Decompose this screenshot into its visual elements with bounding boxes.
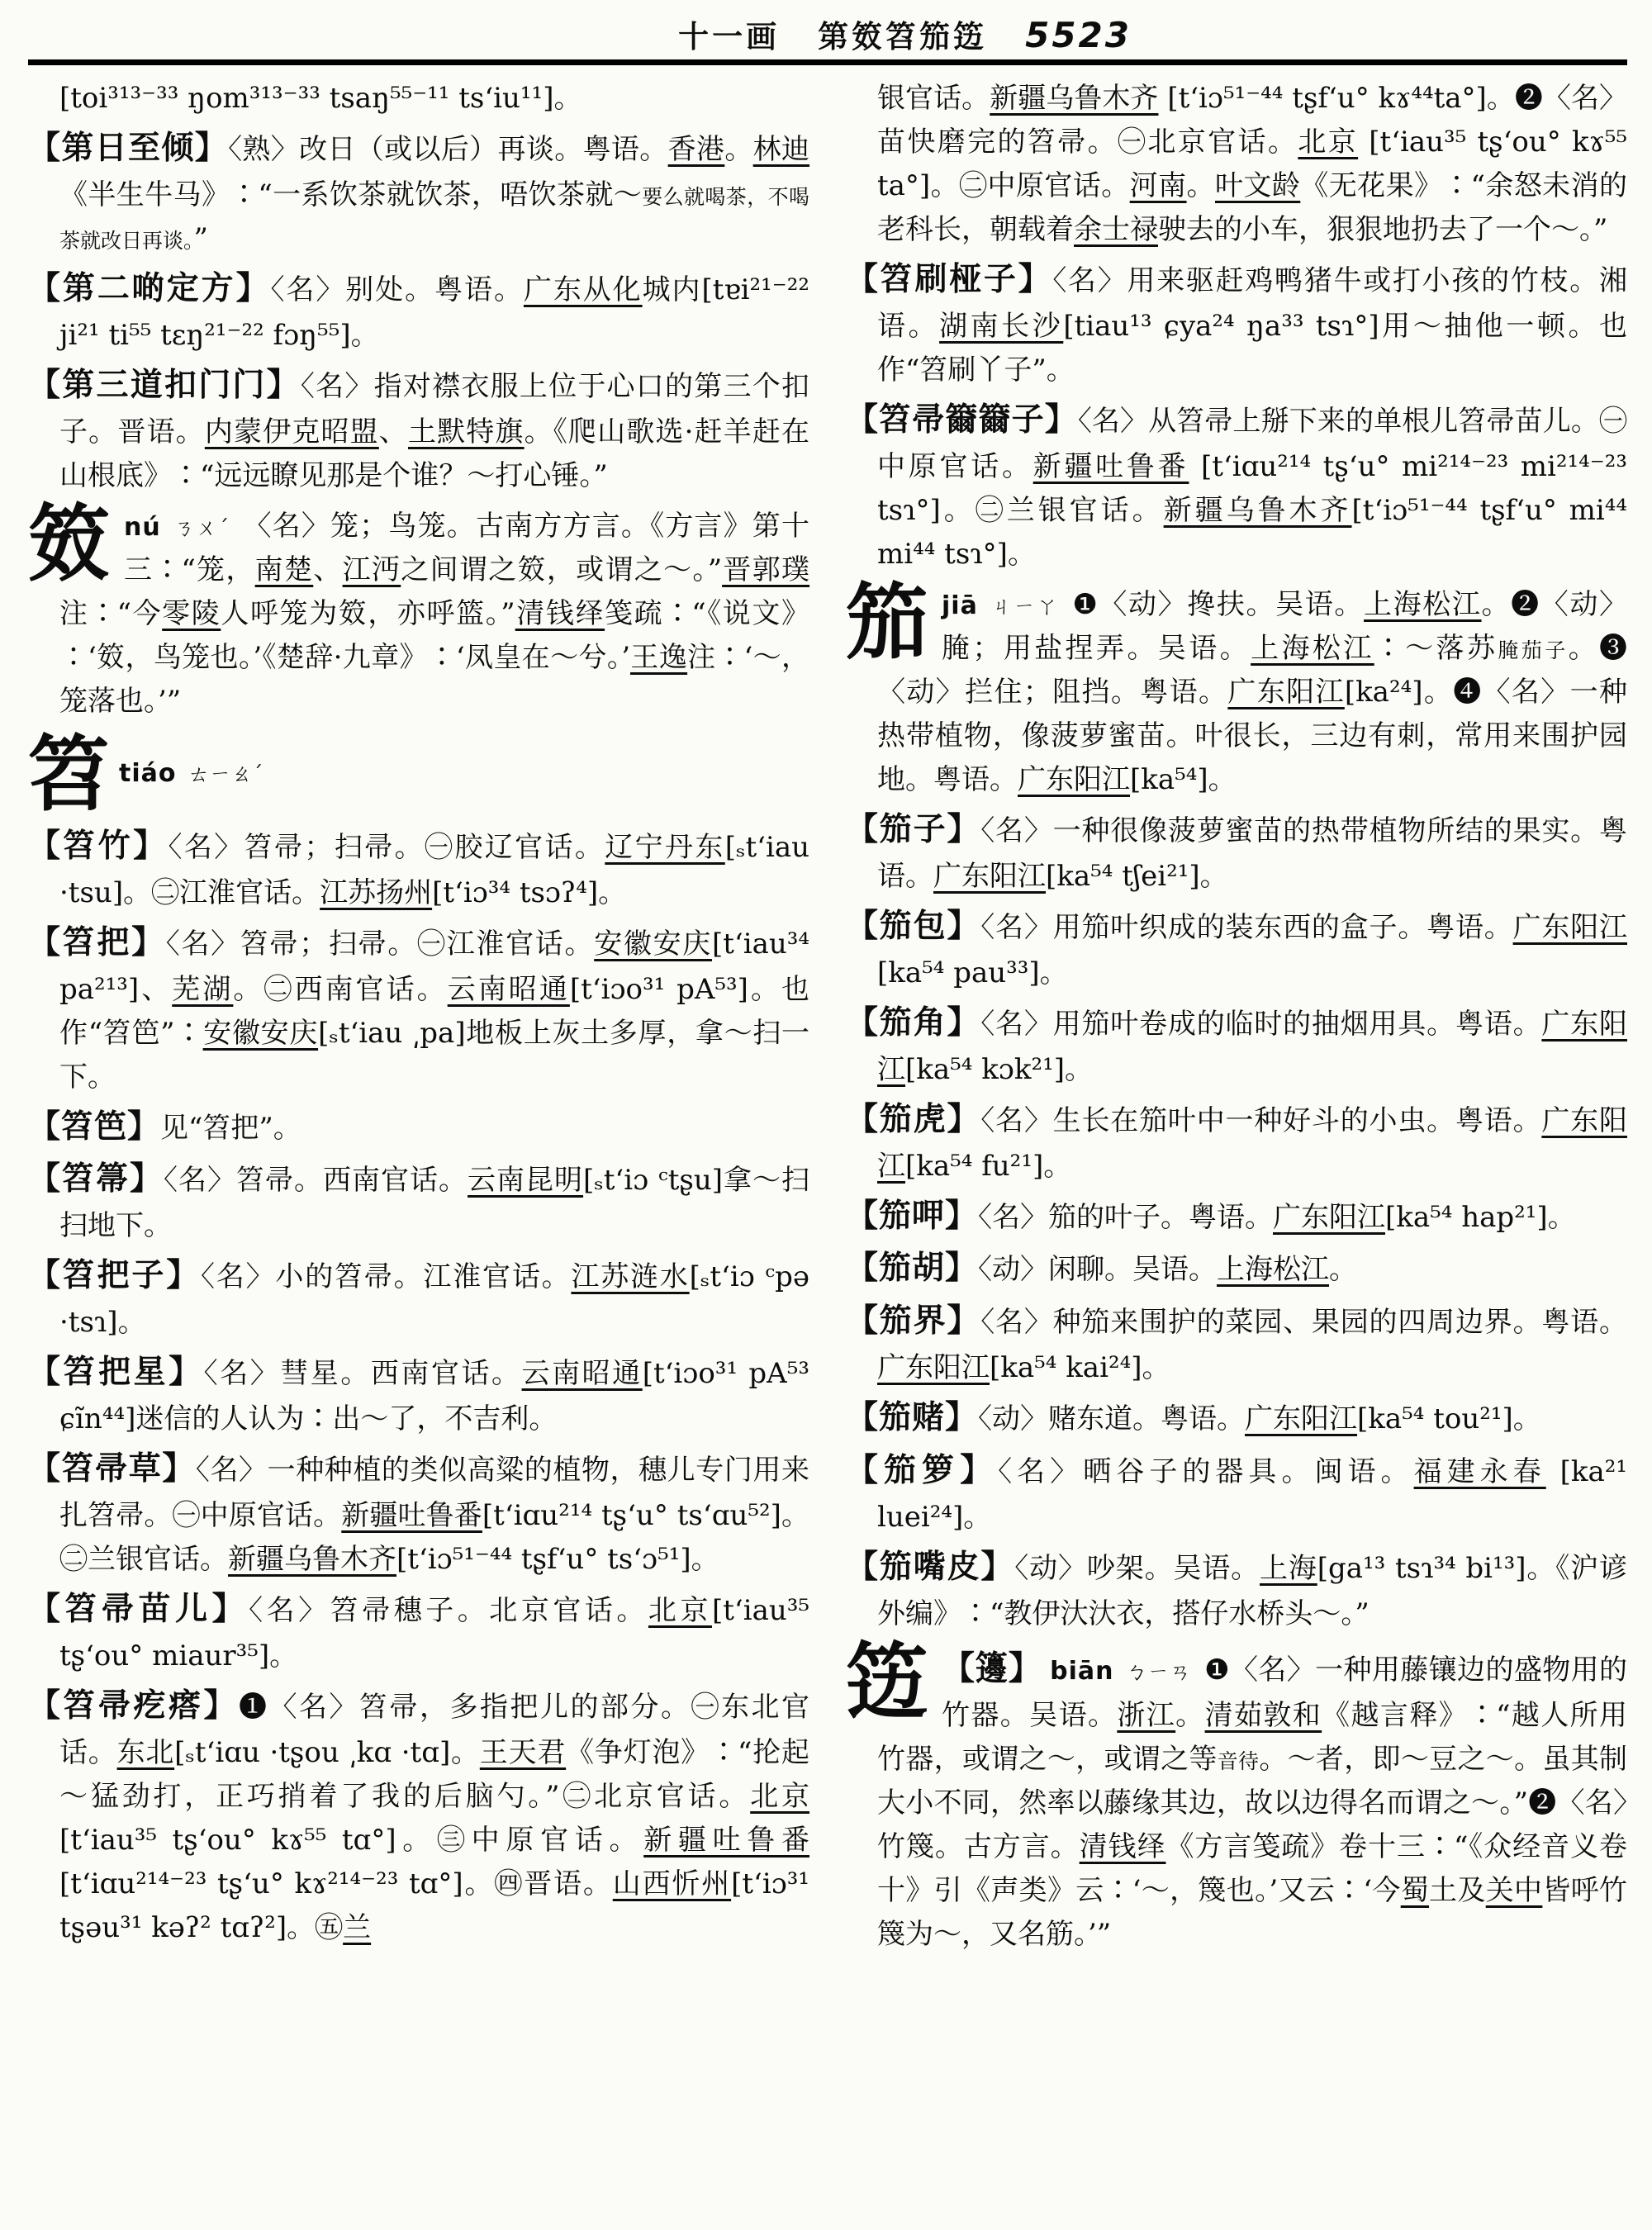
entry-headword: 【笤帚疙瘩】 (28, 1686, 239, 1725)
text-columns (28, 77, 1627, 1959)
entry-headword: 【第日至倾】 (28, 129, 229, 168)
head-character: 笾 (846, 1632, 928, 1730)
dictionary-entry: 【笳虎】〈名〉生长在笳叶中一种好斗的小虫。粤语。广东阳江[ka⁵⁴ fu²¹]。 (846, 1099, 1627, 1183)
entry-headword: 【笳角】 (846, 1003, 981, 1041)
proper-noun: 东北 (116, 1735, 175, 1769)
proper-noun: 新疆乌鲁木齐 (990, 82, 1159, 115)
proper-noun: 清钱绎 (515, 596, 605, 630)
entry-headword: 【笳嘴皮】 (846, 1547, 1015, 1586)
head-character-section (28, 724, 809, 823)
dictionary-entry: 【笤箒】〈名〉笤帚。西南官话。云南昆明[ₛt‘iɔ ᶜtʂu]拿～扫扫地下。 (28, 1160, 810, 1243)
traditional-form: 【籩】 (942, 1648, 1042, 1687)
head-character: 笳 (846, 572, 928, 671)
dictionary-entry: 【笳界】〈名〉种笳来围护的菜园、果园的四周边界。粤语。广东阳江[ka⁵⁴ kai²⁴]。 (846, 1302, 1627, 1385)
dictionary-entry: 【笳嘴皮】〈动〉吵架。吴语。上海[ga¹³ tsɿ³⁴ bi¹³]。《沪谚外编》∶“教伊汏汏衣，搭仔水桥头～。” (846, 1547, 1627, 1630)
continuation-paragraph: [toi³¹³⁻³³ ŋom³¹³⁻³³ tsaŋ⁵⁵⁻¹¹ ts‘iu¹¹]。 (59, 82, 582, 115)
proper-noun: 清茹敦和 (1204, 1698, 1322, 1732)
entry-headword: 【笳子】 (846, 810, 981, 849)
pinyin-reading: tiáo (119, 758, 177, 788)
entry-headword: 【笤帚草】 (28, 1450, 196, 1488)
proper-noun: 云南昆明 (468, 1164, 584, 1198)
proper-noun: 新疆吐鲁番 (1032, 449, 1189, 483)
proper-noun: 江沔 (342, 553, 401, 586)
proper-noun: 湖南长沙 (939, 309, 1064, 343)
proper-noun: 广东阳江 (933, 859, 1046, 893)
header-rule (28, 59, 1627, 65)
proper-noun: 林迪 (752, 133, 810, 167)
small-print-gloss: 要么就喝茶，不喝茶就改日再谈。 (59, 184, 809, 253)
proper-noun: 浙江 (1117, 1698, 1176, 1732)
entry-headword: 【笤笆】 (28, 1107, 161, 1146)
entry-headword: 【笳赌】 (846, 1398, 979, 1437)
dictionary-entry: 【笳子】〈名〉一种很像菠萝蜜苗的热带植物所结的果实。粤语。广东阳江[ka⁵⁴ tʃei²¹]。 (846, 810, 1627, 893)
proper-noun: 晋郭璞 (722, 553, 810, 586)
pinyin-reading: nú (124, 512, 161, 542)
proper-noun: 北京 (1298, 126, 1359, 159)
entry-headword: 【笤把】 (28, 923, 166, 961)
proper-noun: 广东阳江 (877, 1103, 1627, 1183)
dictionary-entry: 【第日至倾】〈熟〉改日（或以后）再谈。粤语。香港。林迪《半生牛马》∶“一系饮茶就饮茶，唔饮茶就～要么就喝茶，不喝茶就改日再谈。” (28, 129, 810, 255)
entry-headword: 【第三道扣门门】 (28, 365, 301, 404)
proper-noun: 零陵 (162, 596, 221, 630)
proper-noun: 广东阳江 (1018, 763, 1130, 797)
proper-noun: 兰 (343, 1910, 372, 1944)
proper-noun: 山西忻州 (612, 1867, 732, 1900)
dictionary-entry: 【笤把子】〈名〉小的笤帚。江淮官话。江苏涟水[ₛt‘iɔ ᶜpə ·tsɿ]。 (28, 1256, 809, 1340)
proper-noun: 芜湖 (172, 972, 234, 1006)
column-right (846, 77, 1627, 1959)
proper-noun: 北京 (750, 1779, 810, 1813)
proper-noun: 江苏涟水 (571, 1260, 690, 1294)
proper-noun: 安徽安庆 (594, 927, 712, 961)
proper-noun: 清钱绎 (1079, 1830, 1166, 1864)
proper-noun: 王天君 (479, 1735, 567, 1769)
proper-noun: 蜀 (1400, 1874, 1430, 1908)
entry-headword: 【笳箩】 (846, 1450, 999, 1489)
proper-noun: 关中 (1485, 1874, 1543, 1908)
entry-headword: 【笤帚籋籋子】 (846, 401, 1078, 439)
zhuyin-reading: ㄋㄨˊ (172, 515, 230, 541)
section-label: 十一画 (678, 18, 781, 55)
dictionary-entry: 【笳胡】〈动〉闲聊。吴语。上海松江。 (846, 1249, 1358, 1288)
zhuyin-reading: ㄅㄧㄢ (1125, 1659, 1192, 1685)
proper-noun: 新疆乌鲁木齐 (228, 1542, 396, 1576)
entry-headword: 【笤把星】 (28, 1353, 204, 1392)
column-left (28, 77, 809, 1959)
proper-noun: 香港 (667, 133, 725, 167)
proper-noun: 河南 (1129, 169, 1187, 203)
proper-noun: 广东阳江 (1273, 1200, 1386, 1234)
dictionary-entry: 【笳赌】〈动〉赌东道。粤语。广东阳江[ka⁵⁴ tou²¹]。 (846, 1398, 1541, 1437)
proper-noun: 上海松江 (1217, 1253, 1330, 1287)
entry-headword: 【笤竹】 (28, 826, 169, 865)
proper-noun: 广东从化 (523, 273, 643, 306)
proper-noun: 内蒙伊克昭盟 (204, 415, 379, 448)
entry-headword: 【笳呷】 (846, 1196, 979, 1235)
entry-headword: 【笤帚苗儿】 (28, 1589, 249, 1628)
proper-noun: 云南昭通 (521, 1357, 643, 1391)
proper-noun: 云南昭通 (447, 972, 570, 1006)
proper-noun: 叶文龄 (1214, 169, 1301, 203)
head-character-section: 笳jiā ㄐㄧㄚ ❶〈动〉搀扶。吴语。上海松江。❷〈动〉腌；用盐捏弄。吴语。上海松江∶～落苏腌茄子。❸〈动〉拦住；阻挡。粤语。广东阳江[ka²⁴]。❹〈名〉一种热带植物，像菠萝蜜苗。叶很长，三边有刺，常用来围护园地。粤语。广东阳江[ka⁵⁴]。 (846, 572, 1628, 797)
proper-noun: 余士禄 (1074, 213, 1158, 247)
proper-noun: 土默特旗 (407, 415, 525, 448)
proper-noun: 上海松江 (1364, 587, 1482, 621)
head-character: 笤 (28, 724, 111, 823)
entry-headword: 【笤箒】 (28, 1160, 164, 1198)
small-print-gloss: 音待 (1217, 1749, 1260, 1774)
dictionary-entry: 【笳箩】〈名〉晒谷子的器具。闽语。福建永春 [ka²¹ luei²⁴]。 (846, 1450, 1627, 1534)
page-header (28, 12, 1627, 55)
zhuyin-reading: ㄐㄧㄚ (989, 594, 1060, 619)
entry-headword: 【第二啲定方】 (28, 268, 271, 307)
header-char-range: 第笯笤笳笾 (818, 18, 988, 55)
entry-headword: 【笳界】 (846, 1302, 981, 1340)
proper-noun: 广东阳江 (1245, 1402, 1358, 1436)
dictionary-entry: 【第二啲定方】〈名〉别处。粤语。广东从化城内[tɐi²¹⁻²² ji²¹ ti⁵⁵ tɛŋ²¹⁻²² fɔŋ⁵⁵]。 (28, 268, 810, 352)
proper-noun: 南楚 (254, 553, 314, 586)
head-character: 笯 (28, 494, 111, 592)
dictionary-entry: 【笳角】〈名〉用笳叶卷成的临时的抽烟用具。粤语。广东阳江[ka⁵⁴ kɔk²¹]。 (846, 1003, 1627, 1086)
proper-noun: 广东阳江 (877, 1351, 990, 1385)
head-character-section: 笾 【籩】 biān ㄅㄧㄢ ❶〈名〉一种用藤镶边的盛物用的竹器。吴语。浙江。清茹敦和《越言释》∶“越人所用竹器，或谓之～，或谓之等音待。～者，即～豆之～。虽其制大小不同，然率以藤缘其边，故以边得名而谓之～。”❷〈名〉竹篾。古方言。清钱绎《方言笺疏》卷十三∶“《众经音义卷十》引《声类》云∶‘～，篾也。’又云∶‘今蜀土及关中皆呼竹篾为～，又名筋。’” (846, 1632, 1628, 1952)
head-character-section: 笯nú ㄋㄨˊ 〈名〉笼；鸟笼。古南方方言。《方言》第十三∶“笼，南楚、江沔之间谓之笯，或谓之～。”晋郭璞注∶“今零陵人呼笼为笯，亦呼篮。”清钱绎笺疏∶“《说文》∶‘笯，鸟笼也。’《楚辞·九章》∶‘凤皇在～兮。’王逸注∶‘～，笼落也。’” (28, 494, 810, 718)
zhuyin-reading: ㄊㄧㄠˊ (188, 762, 263, 787)
page-number: 5523 (1025, 15, 1132, 55)
proper-noun: 王逸 (630, 640, 688, 674)
proper-noun: 新疆吐鲁番 (643, 1823, 809, 1857)
dictionary-entry: 【笤帚苗儿】〈名〉笤帚穗子。北京官话。北京[t‘iau³⁵ tʂ‘ou° miaur³⁵]。 (28, 1589, 810, 1672)
pinyin-reading: biān (1050, 1656, 1114, 1686)
proper-noun: 广东阳江 (1512, 910, 1627, 944)
continuation-paragraph: 银官话。新疆乌鲁木齐 [t‘iɔ⁵¹⁻⁴⁴ tʂf‘u° kɤ⁴⁴ta°]。❷〈名〉苗快磨完的笤帚。㊀北京官话。北京 [t‘iau³⁵ tʂ‘ou° kɤ⁵⁵ ta°]。㊁中原官话。河南。叶文龄《无花果》∶“余怒未消的老科长，朝载着余士禄驶去的小车，狠狠地扔去了一个～。” (877, 82, 1628, 247)
dictionary-entry: 【笤帚疙瘩】❶〈名〉笤帚，多指把儿的部分。㊀东北官话。东北[ₛt‘iɑu ·tʂou ͵kɑ ·tɑ]。王天君《争灯泡》∶“抡起～猛劲打，正巧捎着了我的后脑勺。”㊁北京官话。北京[t‘iau³⁵ tʂ‘ou° kɤ⁵⁵ tɑ°]。㊂中原官话。新疆吐鲁番[t‘iɑu²¹⁴⁻²³ tʂ‘u° kɤ²¹⁴⁻²³ tɑ°]。㊃晋语。山西忻州[t‘iɔ³¹ tʂəu³¹ kəʔ² tɑʔ²]。㊄兰 (28, 1686, 810, 1944)
entry-headword: 【笳虎】 (846, 1099, 981, 1138)
dictionary-entry: 【笤笆】见“笤把”。 (28, 1107, 301, 1146)
entry-headword: 【笳包】 (846, 906, 981, 945)
dictionary-entry: 【第三道扣门门】〈名〉指对襟衣服上位于心口的第三个扣子。晋语。内蒙伊克昭盟、土默特旗。《爬山歌选·赶羊赶在山根底》∶“远远瞭见那是个谁？～打心锤。” (28, 365, 810, 492)
dictionary-entry: 【笤把】〈名〉笤帚；扫帚。㊀江淮官话。安徽安庆[t‘iau³⁴ pa²¹³]、芜湖。㊁西南官话。云南昭通[t‘iɔo³¹ pA⁵³]。也作“笤笆”∶安徽安庆[ₛt‘iau ͵pa]地板上灰土多厚，拿～扫一下。 (28, 923, 810, 1094)
proper-noun: 辽宁丹东 (605, 830, 725, 864)
proper-noun: 江苏扬州 (320, 875, 433, 909)
proper-noun: 安徽安庆 (202, 1016, 319, 1050)
entry-headword: 【笤刷桠子】 (846, 260, 1053, 299)
small-print-gloss: 腌茄子 (1498, 638, 1569, 662)
dictionary-entry: 【笤帚草】〈名〉一种种植的类似高粱的植物，穗儿专门用来扎笤帚。㊀中原官话。新疆吐鲁番[t‘iɑu²¹⁴ tʂ‘u° ts‘ɑu⁵²]。㊁兰银官话。新疆乌鲁木齐[t‘iɔ⁵¹⁻⁴⁴ tʂf‘u° ts‘ɔ⁵¹]。 (28, 1450, 810, 1576)
dictionary-entry: 【笤刷桠子】〈名〉用来驱赶鸡鸭猪牛或打小孩的竹枝。湘语。湖南长沙[tiau¹³ ɕya²⁴ ŋa³³ tsɿ°]用～抽他一顿。也作“笤刷丫子”。 (846, 260, 1627, 387)
proper-noun: 广东阳江 (1227, 676, 1345, 709)
proper-noun: 福建永春 (1413, 1454, 1546, 1488)
proper-noun: 上海 (1260, 1551, 1317, 1585)
proper-noun: 新疆乌鲁木齐 (1163, 493, 1352, 527)
dictionary-entry: 【笤竹】〈名〉笤帚；扫帚。㊀胶辽官话。辽宁丹东[ₛt‘iau ·tsu]。㊁江淮官话。江苏扬州[t‘iɔ³⁴ tsɔʔ⁴]。 (28, 826, 810, 909)
proper-noun: 广东阳江 (877, 1007, 1627, 1086)
dictionary-entry: 【笤把星】〈名〉彗星。西南官话。云南昭通[t‘iɔo³¹ pA⁵³ ɕĩn⁴⁴]迷信的人认为∶出～了，不吉利。 (28, 1353, 809, 1435)
proper-noun: 北京 (648, 1593, 712, 1627)
proper-noun: 上海松江 (1251, 631, 1374, 665)
entry-headword: 【笳胡】 (846, 1249, 979, 1288)
pinyin-reading: jiā (942, 591, 978, 620)
dictionary-entry: 【笳呷】〈名〉笳的叶子。粤语。广东阳江[ka⁵⁴ hap²¹]。 (846, 1196, 1576, 1235)
dictionary-entry: 【笳包】〈名〉用笳叶织成的装东西的盒子。粤语。广东阳江[ka⁵⁴ pau³³]。 (846, 906, 1627, 989)
dictionary-entry: 【笤帚籋籋子】〈名〉从笤帚上掰下来的单根儿笤帚苗儿。㊀中原官话。新疆吐鲁番 [t‘iɑu²¹⁴ tʂ‘u° mi²¹⁴⁻²³ mi²¹⁴⁻²³ tsɿ°]。㊁兰银官话。新疆乌鲁木齐[t‘iɔ⁵¹⁻⁴⁴ tʂf‘u° mi⁴⁴ mi⁴⁴ tsɿ°]。 (846, 401, 1628, 571)
entry-headword: 【笤把子】 (28, 1256, 202, 1295)
proper-noun: 新疆吐鲁番 (341, 1498, 482, 1532)
